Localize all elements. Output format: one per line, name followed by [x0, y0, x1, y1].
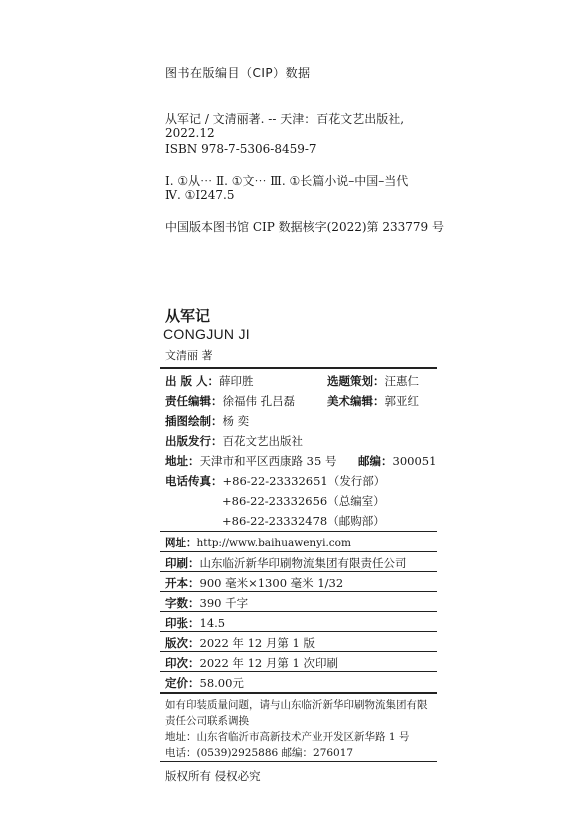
notice-address: 地址：山东省临沂市高新技术产业开发区新华路 1 号: [165, 731, 410, 743]
planner-label: 选题策划：: [327, 374, 385, 388]
price-row: [165, 675, 244, 691]
edition-value: 2022 年 12 月第 1 版: [199, 636, 315, 650]
phone-value-2: +86-22-23332656（总编室）: [222, 494, 385, 508]
format-row: [165, 575, 343, 591]
divider-rule-7: [160, 651, 437, 652]
cip-subject-line1: Ⅰ. ①从⋯ Ⅱ. ①文⋯ Ⅲ. ①长篇小说–中国–当代: [165, 174, 409, 188]
printing-label: 印次：: [165, 656, 200, 670]
editor-row: [165, 393, 295, 409]
wordcount-row: [165, 595, 248, 611]
phone-value-1: +86-22-23332651（发行部）: [222, 474, 386, 488]
wordcount-label: 字数：: [165, 596, 200, 610]
divider-rule-1: [160, 531, 437, 532]
art-editor-row: [327, 393, 419, 409]
price-label: 定价：: [165, 676, 200, 690]
price-value: 58.00元: [199, 676, 244, 690]
format-label: 开本：: [165, 576, 200, 590]
notice-phone: 电话：(0539)2925886 邮编：276017: [165, 747, 354, 759]
printer-label: 印刷：: [165, 556, 200, 570]
printer-value: 山东临沂新华印刷物流集团有限责任公司: [199, 556, 407, 570]
illustration-row: [165, 413, 249, 429]
website-value: http://www.baihuawenyi.com: [196, 537, 351, 549]
cip-heading: 图书在版编目（CIP）数据: [165, 66, 311, 80]
art-editor-value: 郭亚红: [384, 394, 419, 408]
distribution-value: 百花文艺出版社: [222, 434, 303, 448]
cip-number: 中国版本图书馆 CIP 数据核字(2022)第 233779 号: [165, 220, 444, 234]
publisher-row: [165, 373, 254, 389]
notice-bottom-rule: [160, 761, 437, 762]
notice-line2: 责任公司联系调换: [165, 715, 249, 727]
address-row: [165, 453, 336, 469]
cip-entry-line2: 2022.12: [165, 126, 215, 140]
postcode-row: [358, 453, 436, 469]
divider-rule-5: [160, 611, 437, 612]
art-editor-label: 美术编辑：: [327, 394, 385, 408]
printer-row: [165, 555, 407, 571]
website-label: 网址：: [165, 537, 197, 549]
book-author: 文清丽 著: [165, 349, 213, 362]
book-title: 从军记: [165, 307, 211, 325]
printing-row: [165, 655, 338, 671]
editor-label: 责任编辑：: [165, 394, 223, 408]
divider-rule-2: [160, 551, 437, 552]
colophon-bottom-rule: [160, 692, 437, 694]
divider-rule-6: [160, 631, 437, 632]
divider-rule-8: [160, 671, 437, 672]
publisher-value: 薛印胜: [219, 374, 254, 388]
phone-value-3: +86-22-23332478（邮购部）: [222, 514, 385, 528]
planner-row: [327, 373, 419, 389]
colophon-top-rule: [160, 367, 437, 369]
distribution-row: [165, 433, 303, 449]
editor-value: 徐福伟 孔吕磊: [222, 394, 296, 408]
cip-entry-line1: 从军记 / 文清丽著. -- 天津：百花文艺出版社,: [165, 112, 405, 126]
sheets-label: 印张：: [165, 616, 200, 630]
copyright-notice: 版权所有 侵权必究: [165, 769, 261, 783]
edition-row: [165, 635, 315, 651]
phone-label: 电话传真：: [165, 474, 223, 488]
postcode-value: 300051: [392, 454, 437, 468]
illustration-value: 杨 奕: [222, 414, 250, 428]
address-value: 天津市和平区西康路 35 号: [199, 454, 337, 468]
divider-rule-3: [160, 571, 437, 572]
edition-label: 版次：: [165, 636, 200, 650]
website-row: [165, 535, 351, 550]
address-label: 地址：: [165, 454, 200, 468]
wordcount-value: 390 千字: [199, 596, 249, 610]
printing-value: 2022 年 12 月第 1 次印刷: [199, 656, 338, 670]
planner-value: 汪惠仁: [384, 374, 419, 388]
illustration-label: 插图绘制：: [165, 414, 223, 428]
distribution-label: 出版发行：: [165, 434, 223, 448]
publisher-label: 出 版 人：: [165, 374, 220, 388]
notice-line1: 如有印装质量问题，请与山东临沂新华印刷物流集团有限: [165, 699, 428, 711]
format-value: 900 毫米×1300 毫米 1/32: [199, 576, 344, 590]
book-pinyin: CONGJUN JI: [163, 326, 250, 342]
cip-subject-line2: Ⅳ. ①I247.5: [165, 188, 235, 202]
phone-row: [165, 473, 385, 489]
cip-isbn: ISBN 978-7-5306-8459-7: [165, 142, 317, 156]
sheets-value: 14.5: [199, 616, 226, 630]
sheets-row: [165, 615, 225, 631]
divider-rule-4: [160, 591, 437, 592]
postcode-label: 邮编：: [358, 454, 393, 468]
